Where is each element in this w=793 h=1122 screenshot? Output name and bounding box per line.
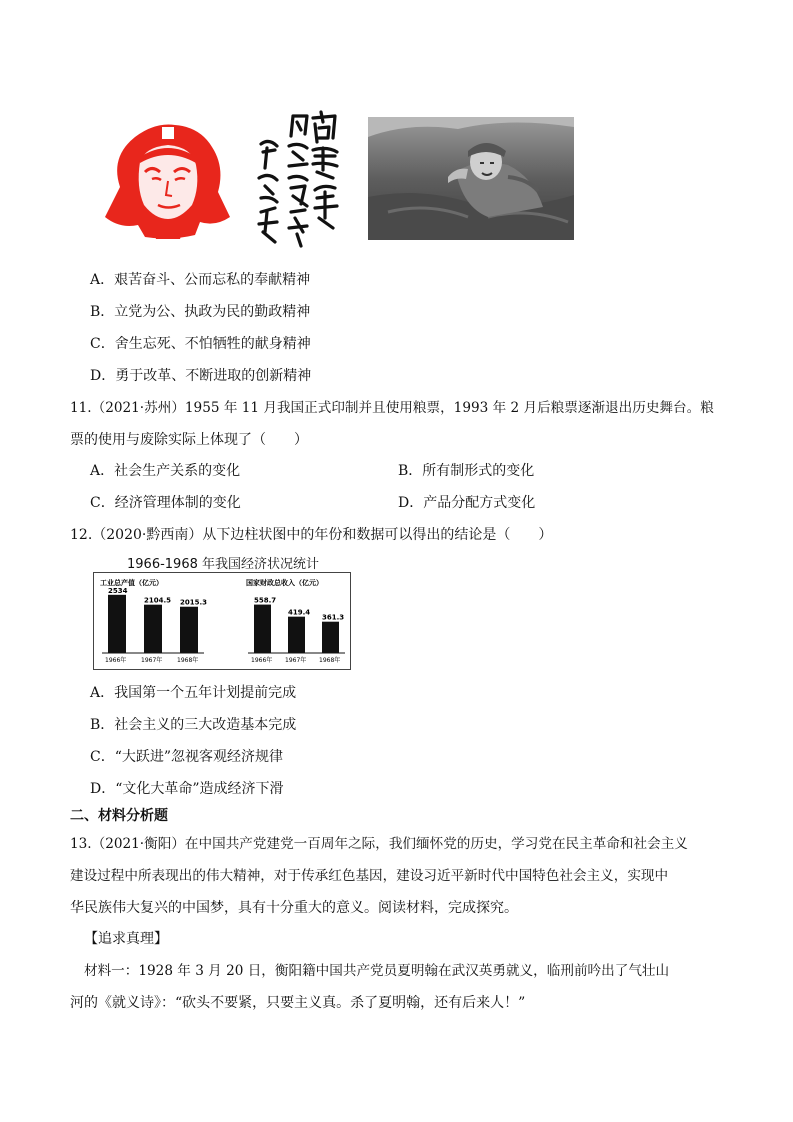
chart-2-value-label-2: 419.4 (288, 608, 311, 617)
question-13-line3: 华民族伟大复兴的中国梦，具有十分重大的意义。阅读材料，完成探究。 (70, 900, 518, 916)
soldier-photo-image (368, 117, 574, 240)
q12-option-a: A．我国第一个五年计划提前完成 (90, 685, 297, 701)
option-c: C．舍生忘死、不怕牺牲的献身精神 (90, 336, 311, 352)
bar-chart-figure (93, 572, 351, 670)
chart-title: 1966-1968 年我国经济状况统计 (127, 557, 319, 572)
option-b: B．立党为公、执政为民的勤政精神 (90, 304, 311, 320)
material-1-line1: 材料一：1928 年 3 月 20 日，衡阳籍中国共产党员夏明翰在武汉英勇就义，临刑前吟出了气壮山 (84, 963, 670, 979)
chart-1-value-label-3: 2015.3 (180, 598, 208, 607)
chart-2-value-label-1: 558.7 (254, 596, 277, 605)
chart-2-ylabel: 国家财政总收入（亿元） (246, 579, 323, 587)
chart-1-bar-1 (108, 595, 126, 653)
option-d: D．勇于改革、不断进取的创新精神 (90, 368, 312, 384)
question-13-line1: 13.（2021·衡阳）在中国共产党建党一百周年之际，我们缅怀党的历史，学习党在民主革命和社会主义 (70, 836, 688, 852)
chart-1-category-3: 1968年 (177, 657, 199, 664)
chart-2-bar-1 (254, 605, 271, 653)
question-13-subheading: 【追求真理】 (84, 931, 168, 947)
question-11-stem-line2: 票的使用与废除实际上体现了（ ） (70, 432, 308, 448)
chart-1-bar-3 (180, 607, 198, 653)
section-2-heading: 二、材料分析题 (70, 808, 168, 824)
chart-1-bar-2 (144, 605, 162, 653)
bar-chart-svg (94, 573, 350, 669)
chart-1-value-label-2: 2104.5 (144, 596, 172, 605)
q11-option-c: C．经济管理体制的变化 (90, 495, 241, 511)
q12-option-c: C．“大跃进”忽视客观经济规律 (90, 749, 284, 765)
chart-2-bar-3 (322, 622, 339, 653)
calligraphy-image (243, 108, 343, 250)
q11-option-a: A．社会生产关系的变化 (90, 463, 241, 479)
chart-1-value-label-1: 2534 (108, 586, 128, 595)
q11-option-b: B．所有制形式的变化 (398, 463, 535, 479)
question-13-line2: 建设过程中所表现出的伟大精神，对于传承红色基因，建设习近平新时代中国特色社会主义，实现中 (70, 868, 669, 884)
chart-2-bar-2 (288, 617, 305, 653)
chart-1-category-2: 1967年 (141, 657, 163, 664)
question-11-stem-line1: 11.（2021·苏州）1955 年 11 月我国正式印制并且使用粮票，1993 年 2 月后粮票逐渐退出历史舞台。粮 (70, 400, 714, 416)
q12-option-d: D．“文化大革命”造成经济下滑 (90, 781, 284, 797)
chart-2-category-3: 1968年 (319, 657, 341, 664)
chart-2-category-1: 1966年 (251, 657, 273, 664)
option-a: A．艰苦奋斗、公而忘私的奉献精神 (90, 272, 311, 288)
chart-1-category-1: 1966年 (105, 657, 127, 664)
chart-2-category-2: 1967年 (285, 657, 307, 664)
chart-2-value-label-3: 361.3 (322, 613, 345, 622)
lei-feng-portrait-image (100, 117, 235, 242)
material-1-line2: 河的《就义诗》：“砍头不要紧，只要主义真。杀了夏明翰，还有后来人！” (70, 995, 526, 1011)
chart-1-ylabel: 工业总产值（亿元） (100, 579, 163, 587)
question-12-stem: 12.（2020·黔西南）从下边柱状图中的年份和数据可以得出的结论是（ ） (70, 527, 553, 543)
q11-option-d: D．产品分配方式变化 (398, 495, 536, 511)
q12-option-b: B．社会主义的三大改造基本完成 (90, 717, 297, 733)
